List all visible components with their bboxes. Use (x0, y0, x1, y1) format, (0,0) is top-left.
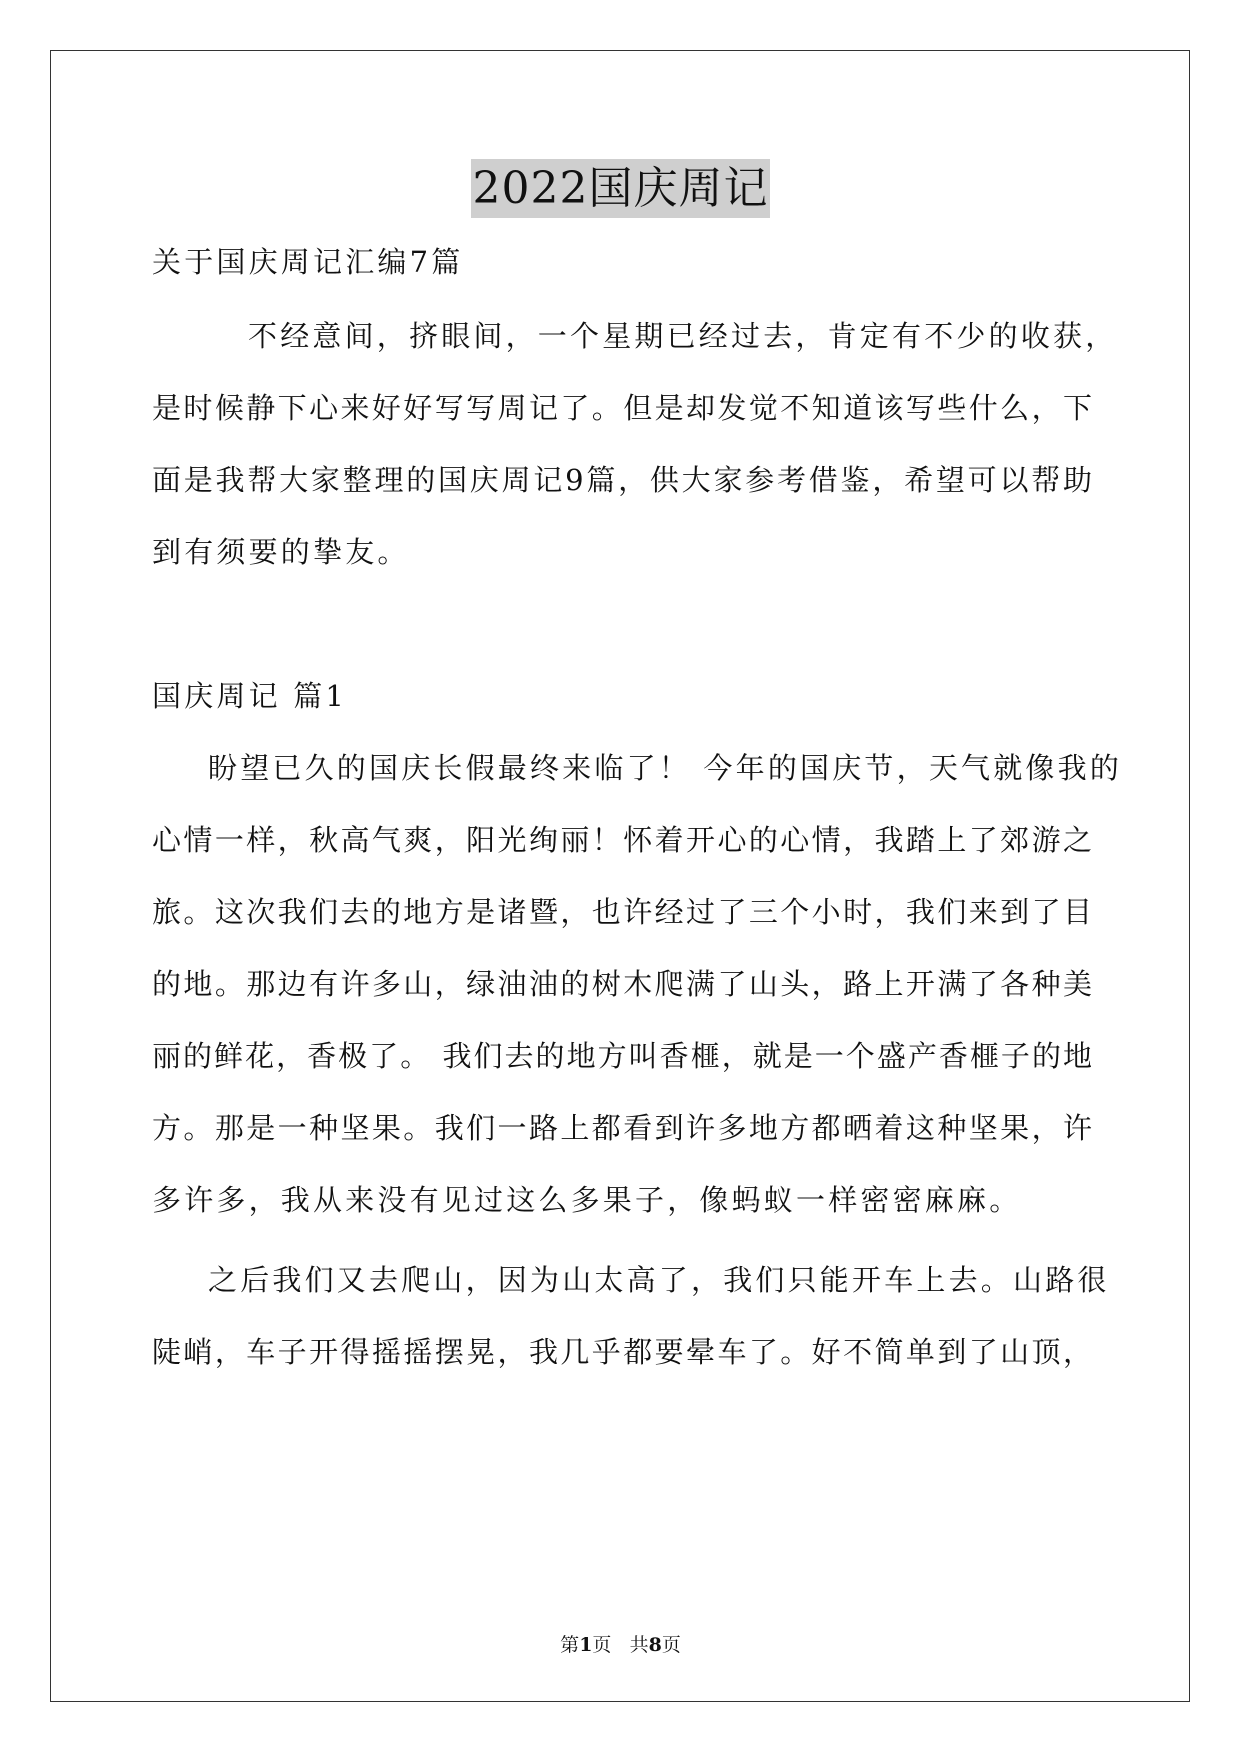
para2-line: 陡峭，车子开得摇摇摆晃，我几乎都要晕车了。好不简单到了山顶， (152, 1335, 1092, 1369)
footer-page-suffix: 页 (592, 1634, 612, 1656)
intro-line: 面是我帮大家整理的国庆周记9篇，供大家参考借鉴，希望可以帮助 (152, 463, 1092, 497)
subtitle: 关于国庆周记汇编7篇 (152, 245, 464, 279)
para1-line: 多许多，我从来没有见过这么多果子，像蚂蚁一样密密麻麻。 (152, 1183, 1022, 1217)
document-title-wrap (0, 152, 1241, 216)
para1-line: 丽的鲜花，香极了。 我们去的地方叫香榧，就是一个盛产香榧子的地 (152, 1039, 1092, 1073)
para1-line: 盼望已久的国庆长假最终来临了！ 今年的国庆节，天气就像我的 (208, 751, 1123, 785)
intro-line: 是时候静下心来好好写写周记了。但是却发觉不知道该写些什么，下 (152, 391, 1092, 425)
footer-total-pages: 8 (648, 1634, 662, 1656)
intro-line: 到有须要的挚友。 (152, 535, 410, 569)
page-footer (0, 1630, 1241, 1657)
intro-line: 不经意间，挤眼间，一个星期已经过去，肯定有不少的收获， (248, 319, 1118, 353)
document-title: 2022国庆周记 (471, 159, 771, 218)
page-border (50, 50, 1190, 1702)
para2-line: 之后我们又去爬山，因为山太高了，我们只能开车上去。山路很 (208, 1263, 1110, 1297)
footer-prefix: 第 (560, 1634, 580, 1656)
para1-line: 的地。那边有许多山，绿油油的树木爬满了山头，路上开满了各种美 (152, 967, 1092, 1001)
para1-line: 心情一样，秋高气爽，阳光绚丽！怀着开心的心情，我踏上了郊游之 (152, 823, 1092, 857)
section-heading: 国庆周记 篇1 (152, 679, 348, 713)
para1-line: 方。那是一种坚果。我们一路上都看到许多地方都晒着这种坚果，许 (152, 1111, 1092, 1145)
para1-line: 旅。这次我们去的地方是诸暨，也许经过了三个小时，我们来到了目 (152, 895, 1092, 929)
footer-total-suffix: 页 (661, 1634, 681, 1656)
footer-page-number: 1 (579, 1634, 593, 1656)
footer-total-prefix: 共 (629, 1634, 649, 1656)
